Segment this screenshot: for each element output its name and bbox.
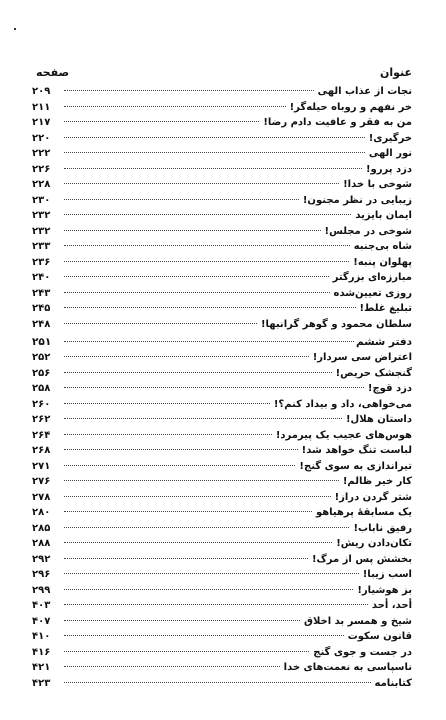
entry-title: در جست و جوی گنج (313, 646, 412, 658)
toc-entry (32, 146, 412, 162)
entry-page-number: ۴۰۷ (32, 615, 51, 627)
toc-entry (32, 521, 412, 537)
leader-dots (64, 573, 359, 574)
leader-dots (64, 635, 344, 636)
entry-title: پهلوان پنبه! (353, 256, 412, 268)
entry-title: شوخی در مجلس! (324, 225, 412, 237)
toc-entry (32, 350, 412, 366)
entry-page-number: ۴۰۳ (32, 600, 51, 611)
entry-page-number: ۲۹۲ (32, 553, 51, 565)
toc-entry (32, 614, 412, 630)
toc-entry (32, 224, 412, 240)
toc-entry (32, 629, 412, 645)
entry-title: کار خیر ظالم! (342, 476, 412, 487)
leader-dots (64, 261, 349, 262)
entry-page-number: ۲۳۲ (32, 225, 51, 237)
toc-entry (32, 459, 412, 475)
toc-section-6 (32, 335, 412, 351)
entry-title: اعتراض سی سردار! (312, 352, 412, 363)
toc-entry (32, 567, 412, 583)
leader-dots (64, 620, 300, 621)
leader-dots (64, 449, 298, 450)
entry-title: خرگیری! (368, 132, 412, 144)
entry-title: گنجشک حریص! (335, 367, 412, 379)
leader-dots (64, 106, 286, 107)
entry-title: تکان‌دادن ریش! (336, 538, 412, 549)
entry-page-number: ۲۸۸ (32, 538, 51, 549)
toc-entry (32, 490, 412, 506)
entry-page-number: ۲۰۹ (32, 86, 51, 97)
entry-title: لباست تنگ خواهد شد! (301, 445, 412, 456)
leader-dots (64, 230, 321, 231)
toc-entry (32, 474, 412, 490)
leader-dots (64, 651, 309, 652)
toc-entry (32, 239, 412, 255)
leader-dots (64, 434, 272, 435)
entry-title: تبلیغ غلط! (359, 303, 412, 314)
toc-entry (32, 598, 412, 614)
entry-title: شتر گردن دراز! (334, 491, 412, 503)
entry-page-number: ۲۴۳ (32, 287, 51, 299)
toc-entry (32, 381, 412, 397)
entry-title: هوس‌های عجیب یک پیرمرد! (275, 429, 412, 441)
leader-dots (64, 183, 339, 184)
entry-page-number: ۲۶۲ (32, 414, 51, 425)
entry-title: دزد قوچ! (367, 383, 412, 394)
entry-page-number: ۲۳۶ (32, 256, 51, 268)
toc-entry (32, 443, 412, 459)
leader-dots (64, 666, 280, 667)
entry-page-number: ۲۲۲ (32, 148, 51, 159)
toc-entry (32, 583, 412, 599)
leader-dots (64, 527, 349, 528)
leader-dots (64, 511, 312, 512)
leader-dots (64, 542, 332, 543)
entry-page-number: ۲۵۲ (32, 352, 51, 363)
entry-title: تیراندازی به سوی گنج! (299, 460, 412, 472)
toc-entry (32, 317, 412, 333)
entry-title: من به فقر و عافیت دادم رضا! (263, 117, 412, 128)
entry-title: زیبایی در نظر مجنون! (302, 194, 412, 206)
toc-entry (32, 162, 412, 178)
entry-title: دزد پررو! (365, 163, 412, 175)
toc-group-2 (32, 350, 412, 691)
leader-dots (64, 152, 365, 153)
entry-title: أحد، أحد (371, 600, 412, 611)
entry-title: خر نفهم و روباه حیله‌گر! (289, 101, 412, 113)
leader-dots (64, 682, 371, 683)
entry-page-number: ۲۹۶ (32, 569, 51, 580)
toc-entry (32, 552, 412, 568)
toc-entry (32, 301, 412, 317)
toc-entry (32, 100, 412, 116)
toc-entry (32, 270, 412, 286)
entry-page-number: ۲۸۵ (32, 522, 51, 534)
leader-dots (64, 90, 314, 91)
entry-page-number: ۲۸۰ (32, 507, 51, 518)
toc-entry (32, 131, 412, 147)
leader-dots (64, 589, 353, 590)
section-title: دفتر ششم (356, 336, 412, 348)
leader-dots (64, 387, 364, 388)
entry-title: بخشش پس از مرگ! (311, 553, 412, 565)
toc-entry (32, 428, 412, 444)
entry-page-number: ۲۱۷ (32, 117, 51, 128)
entry-page-number: ۲۹۹ (32, 584, 51, 596)
entry-title: داستان هلال! (345, 414, 412, 425)
leader-dots (64, 214, 351, 215)
header-page-label: صفحه (36, 66, 70, 79)
toc-entry (32, 412, 412, 428)
entry-page-number: ۲۷۶ (32, 476, 51, 487)
entry-title: مبارزه‌ای بزرگتر (332, 272, 412, 283)
entry-page-number: ۲۶۰ (32, 398, 51, 410)
entry-page-number: ۲۲۸ (32, 179, 51, 190)
leader-dots (64, 465, 295, 466)
entry-title: نجات از عذاب الهی (317, 86, 412, 97)
section-page-number: ۲۵۱ (32, 336, 52, 348)
toc-entry (32, 208, 412, 224)
entry-title: شاه بی‌جنبه (353, 241, 412, 252)
toc-entry (32, 645, 412, 661)
leader-dots (64, 276, 329, 277)
toc-entry (32, 505, 412, 521)
toc-entry (32, 366, 412, 382)
leader-dots (64, 341, 354, 342)
toc-entry (32, 177, 412, 193)
entry-title: کتابنامه (374, 677, 412, 689)
leader-dots (64, 199, 299, 200)
leader-dots (64, 137, 365, 138)
entry-page-number: ۲۲۰ (32, 132, 51, 144)
entry-title: رفیق ناباب! (353, 522, 412, 534)
entry-title: اسب زیبا! (362, 569, 412, 580)
entry-title: روزی تعیین‌شده (333, 287, 412, 299)
entry-page-number: ۲۴۰ (32, 272, 51, 283)
entry-page-number: ۲۴۵ (32, 303, 51, 314)
entry-title: سلطان محمود و گوهر گرانبها! (260, 318, 412, 330)
entry-title: قانون سکوت (347, 631, 412, 642)
entry-page-number: ۲۵۶ (32, 367, 51, 379)
entry-page-number: ۲۶۴ (32, 429, 51, 441)
leader-dots (64, 480, 339, 481)
toc-entry (32, 84, 412, 100)
toc-entry (32, 193, 412, 209)
entry-page-number: ۲۳۳ (32, 241, 51, 252)
leader-dots (64, 558, 308, 559)
toc-entry (32, 397, 412, 413)
entry-page-number: ۲۲۶ (32, 163, 51, 175)
entry-page-number: ۲۷۸ (32, 491, 51, 503)
leader-dots (64, 323, 257, 324)
leader-dots (64, 245, 350, 246)
entry-title: نور الهی (368, 148, 412, 159)
entry-page-number: ۲۷۱ (32, 460, 51, 472)
entry-title: می‌خواهی، داد و بیداد کنم؟! (273, 398, 412, 410)
leader-dots (64, 307, 356, 308)
entry-title: شوخی با خدا! (343, 179, 412, 190)
entry-page-number: ۴۲۳ (32, 677, 51, 689)
entry-title: شیخ و همسر بد اخلاق (304, 615, 412, 627)
toc-entry (32, 676, 412, 692)
leader-dots (64, 372, 332, 373)
entry-title: ایمان بایزید (355, 210, 412, 221)
entry-page-number: ۲۳۲ (32, 210, 51, 221)
toc-entry (32, 286, 412, 302)
leader-dots (64, 604, 368, 605)
leader-dots (64, 496, 331, 497)
section-heading (32, 335, 412, 351)
leader-dots (64, 121, 259, 122)
leader-dots (64, 356, 309, 357)
entry-page-number: ۴۱۰ (32, 631, 51, 642)
toc-entry (32, 536, 412, 552)
leader-dots (64, 403, 270, 404)
leader-dots (64, 168, 362, 169)
leader-dots (64, 292, 330, 293)
entry-page-number: ۲۴۸ (32, 318, 51, 330)
entry-page-number: ۴۱۶ (32, 646, 51, 658)
entry-title: یک مسابقهٔ پرهیاهو (315, 507, 412, 518)
entry-page-number: ۲۶۸ (32, 445, 51, 456)
toc-header (36, 66, 412, 82)
entry-page-number: ۴۲۱ (32, 662, 51, 673)
toc-group-1 (32, 84, 412, 332)
entry-title: بز هوشیار! (357, 584, 412, 596)
entry-page-number: ۲۳۰ (32, 194, 51, 206)
page-speck (14, 28, 16, 30)
toc-entry (32, 255, 412, 271)
toc-entry (32, 660, 412, 676)
leader-dots (64, 418, 342, 419)
entry-page-number: ۲۱۱ (32, 101, 51, 113)
entry-title: ناسپاسی به نعمت‌های خدا (283, 662, 412, 673)
entry-page-number: ۲۵۸ (32, 383, 51, 394)
toc-entry (32, 115, 412, 131)
header-title-label: عنوان (379, 66, 412, 79)
